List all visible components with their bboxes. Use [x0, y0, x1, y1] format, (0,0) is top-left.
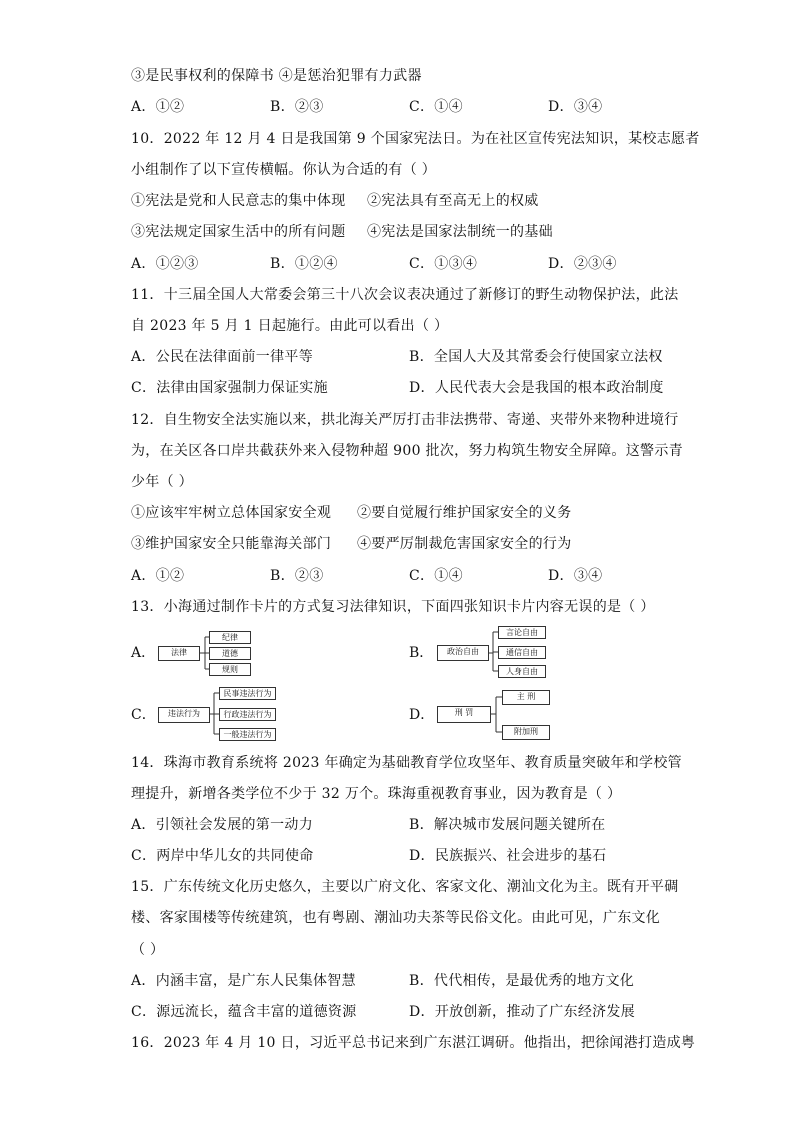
card-c-branch-3: 一般违法行为	[219, 728, 276, 741]
q12-option-c: C．①④	[409, 568, 463, 584]
q12-stem-line-3: 少年（ ）	[131, 474, 193, 490]
card-a-root: 法律	[158, 646, 200, 661]
card-a-letter: A．	[131, 645, 156, 661]
q10-option-d: D．②③④	[548, 256, 617, 272]
q10-stem-line-2: 小组制作了以下宣传横幅。你认为合适的有（ ）	[131, 162, 437, 178]
q15-option-c: C．源远流长，蕴含丰富的道德资源	[131, 1004, 357, 1020]
card-a-branch-2: 道德	[209, 647, 251, 660]
q11-stem-line-1: 11．十三届全国人大常委会第三十八次会议表决通过了新修订的野生动物保护法，此法	[131, 287, 679, 303]
q15-option-a: A．内涵丰富，是广东人民集体智慧	[131, 973, 356, 989]
q12-item-3: ③维护国家安全只能靠海关部门	[131, 536, 332, 552]
q14-option-a: A．引领社会发展的第一动力	[131, 817, 314, 833]
q9-option-c: C．①④	[409, 99, 463, 115]
q10-stem-line-1: 10．2022 年 12 月 4 日是我国第 9 个国家宪法日。为在社区宣传宪法知识，某校志愿者	[131, 131, 700, 147]
q14-stem-line-2: 理提升，新增各类学位不少于 32 万个。珠海重视教育事业，因为教育是（ ）	[131, 786, 622, 802]
q16-stem-line-1: 16．2023 年 4 月 10 日，习近平总书记来到广东湛江调研。他指出，把徐闻港打造成粤	[131, 1035, 696, 1051]
card-d-letter: D．	[409, 707, 435, 723]
card-c-root: 违法行为	[158, 707, 210, 723]
card-a	[131, 628, 271, 678]
q15-option-b: B．代代相传，是最优秀的地方文化	[409, 973, 635, 989]
q15-stem-line-2: 楼、客家围楼等传统建筑，也有粤剧、潮汕功夫茶等民俗文化。由此可见，广东文化	[131, 910, 661, 926]
q12-item-1: ①应该牢牢树立总体国家安全观	[131, 505, 332, 521]
q11-option-d: D．人民代表大会是我国的根本政治制度	[409, 380, 664, 396]
card-c	[131, 685, 291, 743]
q10-item-1: ①宪法是党和人民意志的集中体现	[131, 193, 346, 209]
card-b-letter: B．	[409, 645, 434, 661]
q9-items-line: ③是民事权利的保障书 ④是惩治犯罪有力武器	[131, 68, 422, 84]
q11-option-b: B．全国人大及其常委会行使国家立法权	[409, 349, 663, 365]
q12-stem-line-2: 为，在关区各口岸共截获外来入侵物种超 900 批次，努力构筑生物安全屏障。这警示青	[131, 443, 683, 459]
q15-stem-line-3: （ ）	[131, 942, 165, 958]
card-d-branch-2: 附加刑	[502, 725, 550, 740]
card-d	[409, 688, 569, 742]
q11-stem-line-2: 自 2023 年 5 月 1 日起施行。由此可以看出（ ）	[131, 318, 449, 334]
q10-item-3: ③宪法规定国家生活中的所有问题	[131, 224, 346, 240]
q10-option-b: B．①②④	[270, 256, 338, 272]
q9-option-a: A．①②	[131, 99, 185, 115]
card-c-branch-2: 行政违法行为	[219, 708, 276, 721]
card-b-branch-1: 言论自由	[498, 626, 546, 639]
q11-option-a: A．公民在法律面前一律平等	[131, 349, 314, 365]
q10-item-2: ②宪法具有至高无上的权威	[367, 193, 539, 209]
q11-option-c: C．法律由国家强制力保证实施	[131, 380, 328, 396]
q12-stem-line-1: 12．自生物安全法实施以来，拱北海关严厉打击非法携带、寄递、夹带外来物种进境行	[131, 412, 679, 428]
q12-option-d: D．③④	[548, 568, 603, 584]
card-b-branch-2: 通信自由	[498, 646, 546, 659]
card-d-root: 刑 罚	[437, 706, 491, 723]
card-c-branch-1: 民事违法行为	[219, 687, 276, 700]
q10-item-4: ④宪法是国家法制统一的基础	[367, 224, 553, 240]
q10-option-a: A．①②③	[131, 256, 199, 272]
q15-option-d: D．开放创新，推动了广东经济发展	[409, 1004, 636, 1020]
q14-option-d: D．民族振兴、社会进步的基石	[409, 848, 607, 864]
q9-option-d: D．③④	[548, 99, 603, 115]
q9-option-b: B．②③	[270, 99, 324, 115]
card-b-branch-3: 人身自由	[498, 665, 546, 678]
q14-option-b: B．解决城市发展问题关键所在	[409, 817, 606, 833]
q13-stem: 13．小海通过制作卡片的方式复习法律知识，下面四张知识卡片内容无误的是（ ）	[131, 599, 655, 615]
q15-stem-line-1: 15．广东传统文化历史悠久，主要以广府文化、客家文化、潮汕文化为主。既有开平碉	[131, 879, 679, 895]
q14-stem-line-1: 14．珠海市教育系统将 2023 年确定为基础教育学位攻坚年、教育质量突破年和学校管	[131, 755, 682, 771]
q10-option-c: C．①③④	[409, 256, 478, 272]
q12-option-b: B．②③	[270, 568, 324, 584]
card-a-branch-1: 纪律	[209, 631, 251, 644]
card-a-branch-3: 规则	[209, 663, 251, 676]
q12-option-a: A．①②	[131, 568, 185, 584]
q14-option-c: C．两岸中华儿女的共同使命	[131, 848, 314, 864]
card-d-branch-1: 主 刑	[502, 690, 550, 705]
card-b	[409, 623, 569, 681]
card-c-letter: C．	[131, 707, 156, 723]
q12-item-4: ④要严厉制裁危害国家安全的行为	[357, 536, 572, 552]
card-b-root: 政治自由	[437, 645, 489, 661]
q12-item-2: ②要自觉履行维护国家安全的义务	[357, 505, 572, 521]
